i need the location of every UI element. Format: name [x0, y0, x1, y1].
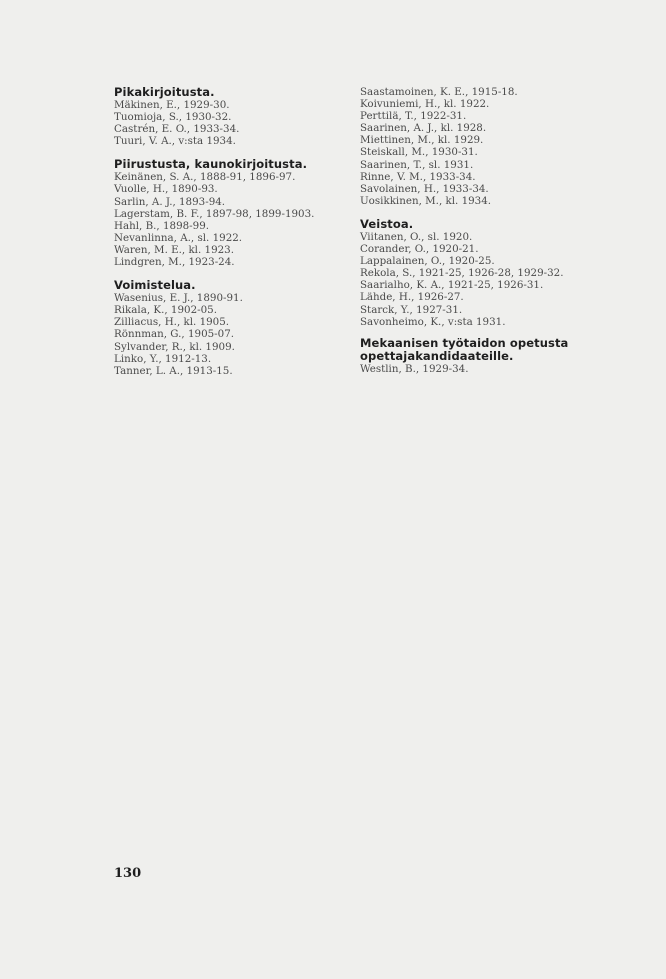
list-item: Linko, Y., 1912-13. — [114, 352, 212, 365]
list-item: Nevanlinna, A., sl. 1922. — [114, 231, 243, 244]
list-item: Castrén, E. O., 1933-34. — [114, 123, 240, 136]
list-item: Savonheimo, K., v:sta 1931. — [360, 315, 506, 328]
left-column — [114, 86, 344, 377]
list-item: Waren, M. E., kl. 1923. — [114, 243, 235, 256]
list-item: Tanner, L. A., 1913-15. — [114, 364, 233, 377]
list-item: Lappalainen, O., 1920-25. — [360, 255, 495, 268]
list-item: Rikala, K., 1902-05. — [114, 304, 217, 317]
list-item: Tuuri, V. A., v:sta 1934. — [114, 135, 236, 148]
page-number: 130 — [114, 866, 142, 881]
list-item: Sylvander, R., kl. 1909. — [114, 340, 235, 353]
section-continued-list — [360, 86, 590, 207]
section-heading: Piirustusta, kaunokirjoitusta. — [114, 157, 308, 172]
list-item: Sarlin, A. J., 1893-94. — [114, 195, 226, 208]
list-item: Miettinen, M., kl. 1929. — [360, 134, 484, 147]
list-item: Rinne, V. M., 1933-34. — [360, 170, 476, 183]
list-item: Zilliacus, H., kl. 1905. — [114, 316, 230, 329]
section-voimistelua — [114, 279, 344, 377]
section-piirustusta — [114, 158, 344, 268]
list-item: Starck, Y., 1927-31. — [360, 303, 463, 316]
list-item: Saastamoinen, K. E., 1915-18. — [360, 86, 518, 98]
list-item: Rekola, S., 1921-25, 1926-28, 1929-32. — [360, 267, 564, 280]
section-heading: Pikakirjoitusta. — [114, 85, 215, 99]
list-item: Tuomioja, S., 1930-32. — [114, 111, 232, 124]
right-column — [360, 86, 590, 375]
list-item: Koivuniemi, H., kl. 1922. — [360, 98, 490, 111]
list-item: Wasenius, E. J., 1890-91. — [114, 292, 243, 305]
list-item: Mäkinen, E., 1929-30. — [114, 99, 230, 111]
list-item: Keinänen, S. A., 1888-91, 1896-97. — [114, 171, 296, 184]
section-heading: Mekaanisen työtaidon opetusta — [360, 335, 569, 350]
list-item: Lähde, H., 1926-27. — [360, 291, 464, 304]
list-item: Uosikkinen, M., kl. 1934. — [360, 194, 492, 207]
section-heading: Voimistelua. — [114, 278, 196, 293]
list-item: Westlin, B., 1929-34. — [360, 362, 469, 375]
list-item: Hahl, B., 1898-99. — [114, 219, 210, 232]
list-item: Saarinen, T., sl. 1931. — [360, 158, 474, 171]
list-item: Corander, O., 1920-21. — [360, 243, 479, 256]
section-mekaanisen-tyotaidon — [360, 337, 590, 375]
list-item: Saarialho, K. A., 1921-25, 1926-31. — [360, 279, 544, 292]
list-item: Rönnman, G., 1905-07. — [114, 328, 235, 341]
list-item: Vuolle, H., 1890-93. — [114, 183, 218, 196]
section-veistoa — [360, 218, 590, 328]
section-pikakirjoitusta — [114, 86, 344, 147]
section-heading-continued: opettajakandidaateille. — [360, 348, 514, 363]
list-item: Viitanen, O., sl. 1920. — [360, 230, 473, 243]
list-item: Perttilä, T., 1922-31. — [360, 110, 467, 123]
list-item: Saarinen, A. J., kl. 1928. — [360, 122, 487, 135]
list-item: Savolainen, H., 1933-34. — [360, 182, 489, 195]
list-item: Steiskall, M., 1930-31. — [360, 146, 478, 159]
section-heading: Veistoa. — [360, 216, 414, 231]
list-item: Lagerstam, B. F., 1897-98, 1899-1903. — [114, 207, 315, 220]
list-item: Lindgren, M., 1923-24. — [114, 256, 235, 269]
